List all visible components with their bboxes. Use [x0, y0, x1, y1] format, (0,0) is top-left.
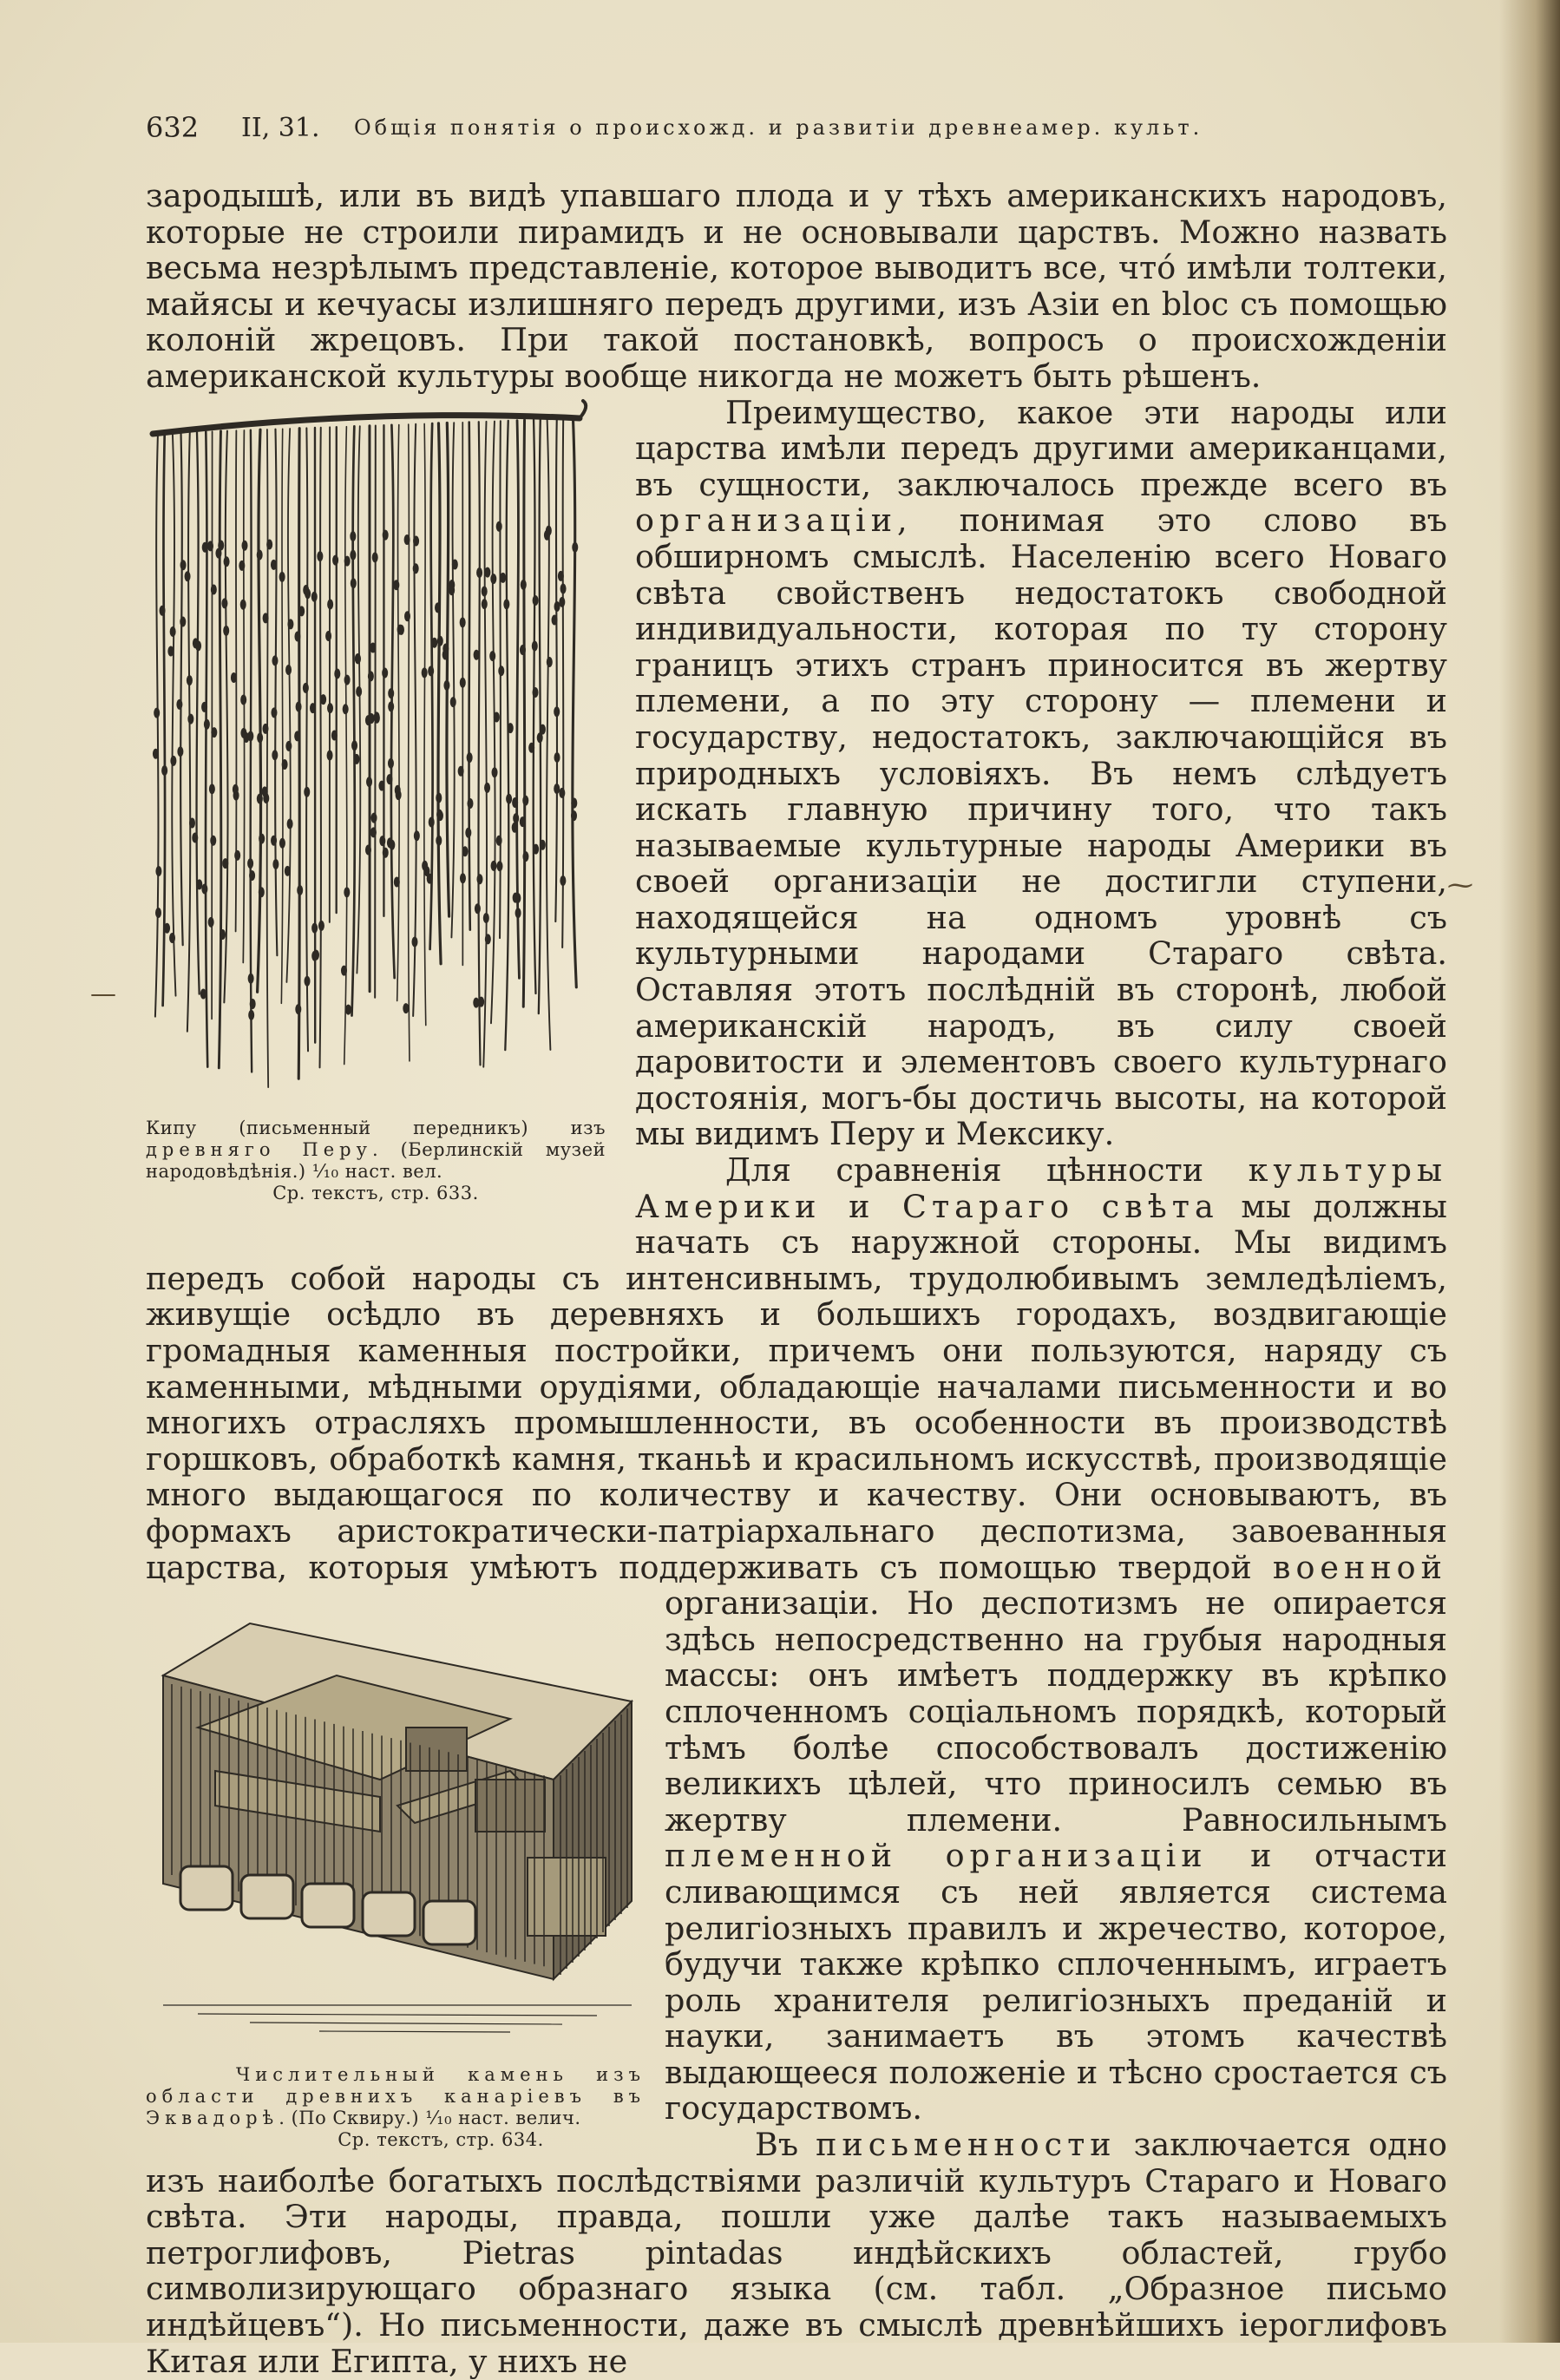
figure-quipu — [146, 399, 606, 1241]
figure-counting-stone — [146, 1597, 646, 2151]
margin-dash: ⁓ — [1447, 870, 1473, 901]
figure-reference: Ср. текстъ, стр. 633. — [272, 1182, 479, 1203]
body-text — [146, 178, 1447, 2379]
counting-stone-illustration-icon — [146, 1597, 646, 2057]
margin-dash: — — [90, 979, 116, 1009]
spine-shadow — [1499, 0, 1560, 2343]
quipu-illustration-icon — [146, 399, 606, 1111]
page-number: 632 — [146, 111, 200, 144]
paragraph: Для сравненія цѣнности культуры Америки и Стараго свѣта мы должны начать съ наружной стороны. Мы видимъ передъ собой народы съ интенсивнымъ, трудолюбивымъ земледѣліемъ, живущіе осѣдло въ деревняхъ и большихъ городахъ, воздвигающіе громадныя каменныя постройки, причемъ они пользуются, наряду съ каменными, мѣдными орудіями, обладающіе началами письменности и во многихъ отрасляхъ промышленности, въ особенности въ производствѣ горшковъ, обработкѣ камня, тканьѣ и красильномъ искусствѣ, производящіе много выдающагося по количеству и качеству. Они основываютъ, въ формахъ аристократически-патріархальнаго деспотизма, завоеванныя царства, которыя умѣютъ поддерживать съ помощью твердой Числительный камень изъ области древнихъ канаріевъ въ Эквадорѣ. (По Сквиру.) ¹⁄₁₀ наст. велич. Ср. текстъ, стр. 634. военной организаціи. Но деспотизмъ не опирается здѣсь непосредственно на грубыя народныя массы: онъ имѣетъ поддержку въ крѣпко сплоченномъ соціальномъ порядкѣ, который тѣмъ болѣе способствовалъ достиженію великихъ цѣлей, что приносилъ семью въ жертву племени. Равносильнымъ племенной организаціи и отчасти сливающимся съ ней является система религіозныхъ правилъ и жречество, которое, будучи также крѣпко сплоченнымъ, играетъ роль хранителя религіозныхъ преданій и науки, занимаетъ въ этомъ качествѣ выдающееся положеніе и тѣсно сростается съ государствомъ. — [146, 1151, 1447, 2151]
figure-caption: Числительный камень изъ области древнихъ канаріевъ въ Эквадорѣ. (По Сквиру.) ¹⁄₁₀ наст. велич. Ср. текстъ, стр. 634. — [146, 2064, 646, 2151]
running-head — [146, 111, 1343, 146]
paragraph: Въ письменности заключается одно изъ наиболѣе богатыхъ послѣдствіями различій культуръ Стараго и Новаго свѣта. Эти народы, правда, пошли уже далѣе такъ называемыхъ петроглифовъ, Pietras pintadas индѣйскихъ областей, грубо символизирующаго образнаго языка (см. табл. „Образное письмо индѣйцевъ“). Но письменности, даже въ смыслѣ древнѣйшихъ іероглифовъ Китая или Египта, у нихъ не — [146, 2126, 1447, 2380]
section-number: II, 31. — [241, 113, 320, 143]
paragraph: зародышѣ, или въ видѣ упавшаго плода и у тѣхъ американскихъ народовъ, которые не строили пирамидъ и не основывали царствъ. Можно назвать весьма незрѣлымъ представленіе, которое выводитъ все, что́ имѣли толтеки, майясы и кечуасы излишняго передъ другими, изъ Азіи en bloc съ помощью колоній жрецовъ. При такой постановкѣ, вопросъ о происхожденіи американской культуры вообще никогда не можетъ быть рѣшенъ. — [146, 177, 1447, 395]
running-title: Общія понятія о происхожд. и развитіи древнеамер. культ. — [354, 115, 1203, 140]
figure-caption: Кипу (письменный передникъ) изъ древняго Перу. (Берлинскій музей народовѣдѣнія.) ¹⁄₁₀ наст. вел. Ср. текстъ, стр. 633. — [146, 1117, 606, 1203]
paragraph: Преимущество, какое эти народы или царства имѣли передъ другими американцами, въ сущности, заключалось прежде всего въ организаціи, понимая это слово въ обширномъ смыслѣ. Населенію всего Новаго свѣта свойственъ недостатокъ свободной индивидуальности, которая по ту сторону границъ этихъ странъ приносится въ жертву племени, а по эту сторону — племени и государству, недостатокъ, заключающійся въ природныхъ условіяхъ. Въ немъ слѣдуетъ искать главную причину того, что такъ называемые культурные народы Америки въ своей организаціи не достигли ступени, находящейся на одномъ уровнѣ съ культурными народами Стараго свѣта. Оставляя этотъ послѣдній въ сторонѣ, любой американскій народъ, въ силу своей даровитости и элементовъ своего культурнаго достоянія, могъ-бы достичь высоты, на которой мы видимъ Перу и Мексику. — [635, 393, 1447, 1153]
figure-reference: Ср. текстъ, стр. 634. — [338, 2129, 544, 2151]
